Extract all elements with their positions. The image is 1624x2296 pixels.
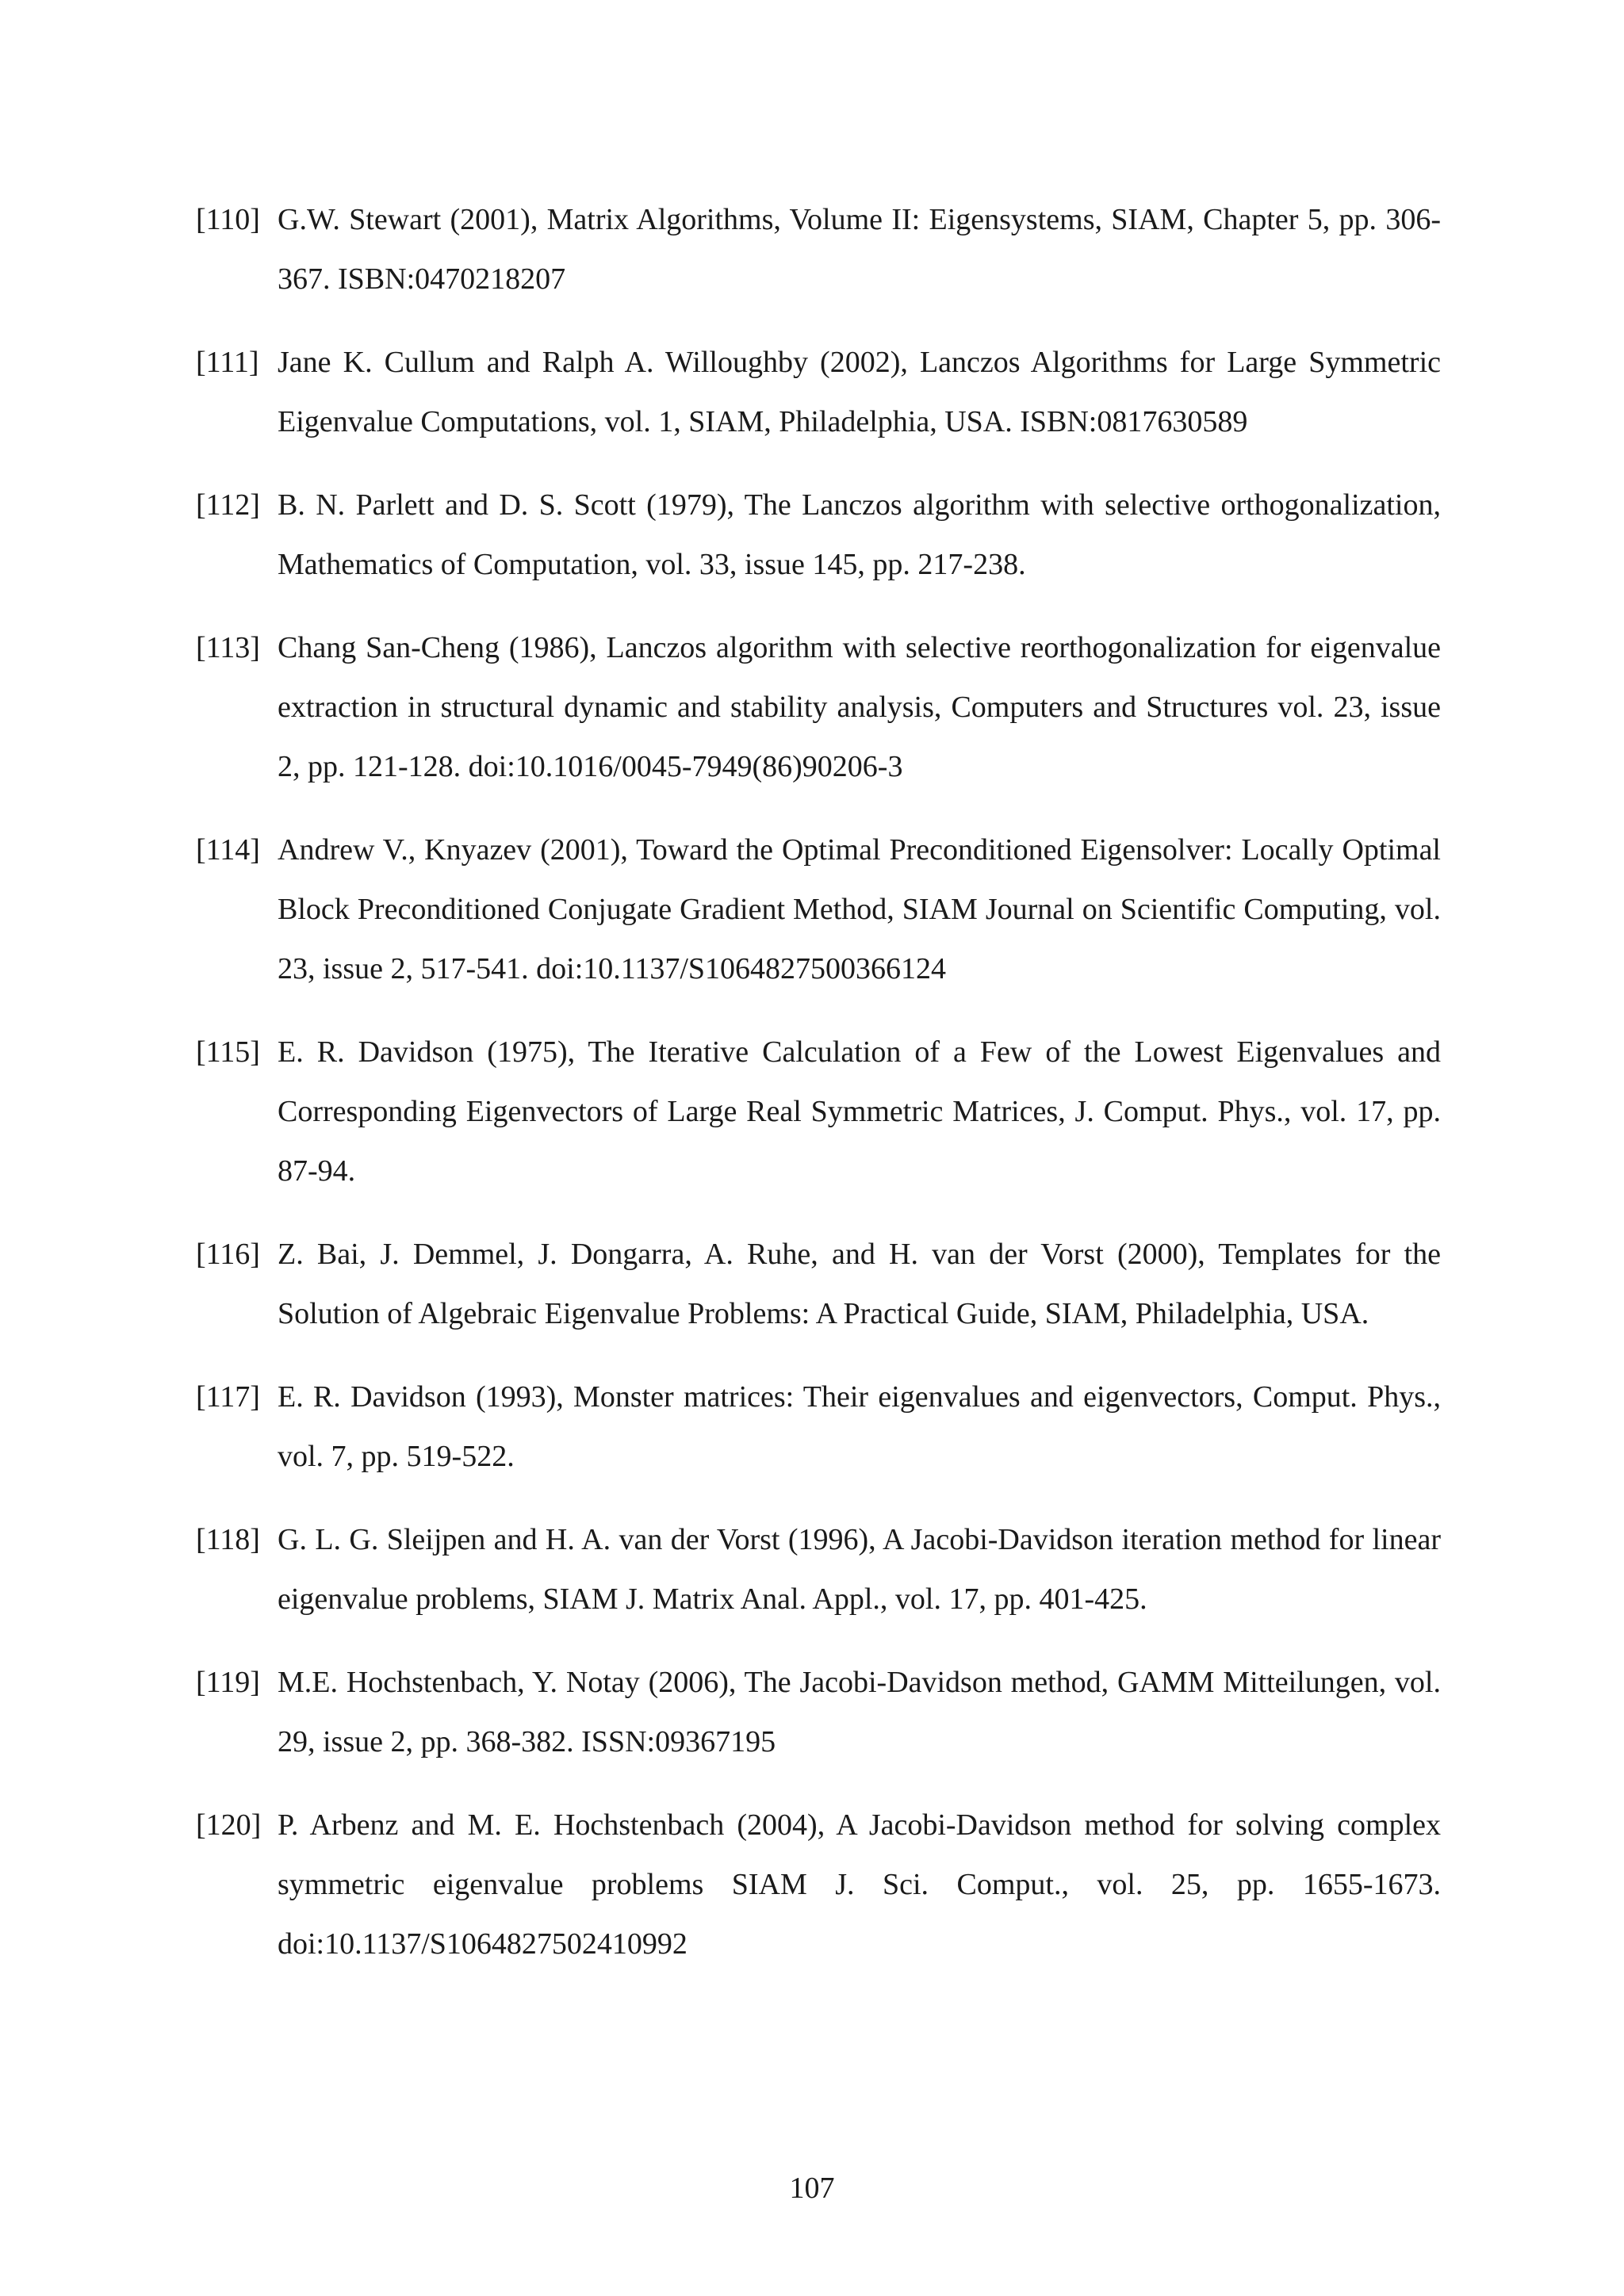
page-number: 107 bbox=[789, 2172, 835, 2205]
reference-text: E. R. Davidson (1975), The Iterative Calculation of a Few of the Lowest Eigenvalues and Corresponding Eigenvectors of Large Real Symmetric Matrices, J. Comput. Phys., vol. 17, pp. 87-94. bbox=[278, 1035, 1441, 1188]
reference-text: E. R. Davidson (1993), Monster matrices: Their eigenvalues and eigenvectors, Comput. Phys., vol. 7, pp. 519-522. bbox=[278, 1380, 1441, 1473]
reference-label: [110] bbox=[196, 203, 260, 236]
reference-label: [118] bbox=[196, 1523, 260, 1556]
reference-117 bbox=[196, 1368, 1441, 1487]
reference-text: G. L. G. Sleijpen and H. A. van der Vorst (1996), A Jacobi-Davidson iteration method for linear eigenvalue problems, SIAM J. Matrix Anal. Appl., vol. 17, pp. 401-425. bbox=[278, 1523, 1441, 1616]
reference-label: [120] bbox=[196, 1808, 262, 1842]
reference-label: [119] bbox=[196, 1666, 260, 1699]
reference-text: P. Arbenz and M. E. Hochstenbach (2004), A Jacobi-Davidson method for solving complex symmetric eigenvalue problems SIAM J. Sci. Comput., vol. 25, pp. 1655-1673. doi:10.1137/S1064827502410992 bbox=[278, 1808, 1441, 1961]
reference-113 bbox=[196, 618, 1441, 797]
bibliography-list bbox=[196, 190, 1441, 1998]
reference-115 bbox=[196, 1023, 1441, 1201]
reference-label: [112] bbox=[196, 488, 260, 522]
reference-111 bbox=[196, 333, 1441, 452]
reference-text: Andrew V., Knyazev (2001), Toward the Optimal Preconditioned Eigensolver: Locally Optimal Block Preconditioned Conjugate Gradient Method, SIAM Journal on Scientific Computing, vol. 23, issue 2, 517-541. doi:10.1137/S1064827500366124 bbox=[278, 833, 1441, 985]
reference-114 bbox=[196, 821, 1441, 999]
reference-label: [116] bbox=[196, 1238, 260, 1271]
reference-text: Z. Bai, J. Demmel, J. Dongarra, A. Ruhe, and H. van der Vorst (2000), Templates for the Solution of Algebraic Eigenvalue Problems: A Practical Guide, SIAM, Philadelphia, USA. bbox=[278, 1238, 1441, 1330]
reference-label: [114] bbox=[196, 833, 260, 867]
reference-label: [111] bbox=[196, 346, 259, 379]
reference-label: [117] bbox=[196, 1380, 260, 1414]
reference-text: M.E. Hochstenbach, Y. Notay (2006), The Jacobi-Davidson method, GAMM Mitteilungen, vol. 29, issue 2, pp. 368-382. ISSN:09367195 bbox=[278, 1666, 1441, 1758]
reference-120 bbox=[196, 1796, 1441, 1974]
reference-text: B. N. Parlett and D. S. Scott (1979), The Lanczos algorithm with selective orthogonalization, Mathematics of Computation, vol. 33, issue 145, pp. 217-238. bbox=[278, 488, 1441, 581]
reference-text: Chang San-Cheng (1986), Lanczos algorithm with selective reorthogonalization for eigenvalue extraction in structural dynamic and stability analysis, Computers and Structures vol. 23, issue 2, pp. 121-128. doi:10.1016/0045-7949(86)90206-3 bbox=[278, 631, 1441, 783]
reference-119 bbox=[196, 1653, 1441, 1772]
reference-112 bbox=[196, 476, 1441, 595]
reference-text: Jane K. Cullum and Ralph A. Willoughby (2002), Lanczos Algorithms for Large Symmetric Eigenvalue Computations, vol. 1, SIAM, Philadelphia, USA. ISBN:0817630589 bbox=[278, 346, 1441, 438]
reference-118 bbox=[196, 1510, 1441, 1629]
reference-label: [115] bbox=[196, 1035, 260, 1069]
reference-110 bbox=[196, 190, 1441, 309]
reference-text: G.W. Stewart (2001), Matrix Algorithms, Volume II: Eigensystems, SIAM, Chapter 5, pp. 306-367. ISBN:0470218207 bbox=[278, 203, 1441, 296]
reference-116 bbox=[196, 1225, 1441, 1344]
reference-label: [113] bbox=[196, 631, 260, 664]
